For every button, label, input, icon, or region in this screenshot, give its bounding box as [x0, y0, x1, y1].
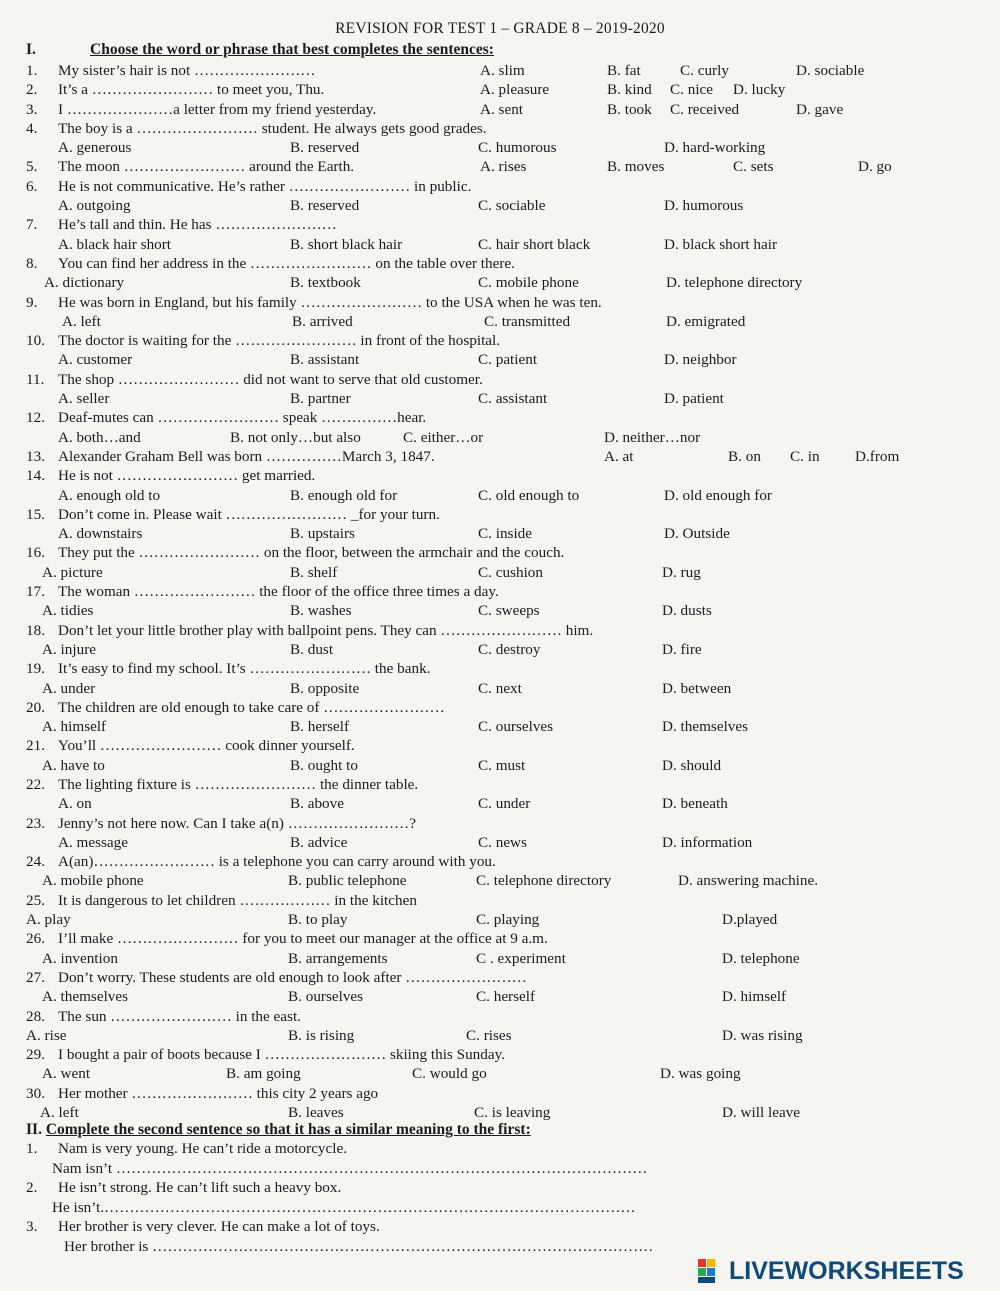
question-item	[0, 80, 1000, 99]
answer-options	[0, 235, 1000, 254]
answer-option-a[interactable]: A. mobile phone	[42, 872, 144, 890]
question-number: 27.	[26, 968, 45, 986]
answer-option-c[interactable]: C. sweeps	[478, 602, 540, 620]
answer-option-b[interactable]: B. ought to	[290, 756, 358, 774]
answer-option-a[interactable]: A. picture	[42, 563, 103, 581]
question-item	[0, 61, 1000, 80]
answer-option-a[interactable]: A. rise	[26, 1026, 67, 1044]
question-stem	[0, 968, 1000, 987]
answer-options	[0, 679, 1000, 698]
answer-option-a[interactable]: A. have to	[42, 756, 105, 774]
question-item	[0, 331, 1000, 370]
question-text: He is not …………………… get married.	[58, 467, 316, 485]
question-stem	[0, 408, 1000, 427]
answer-option-b[interactable]: B. fat	[607, 62, 641, 79]
question-number: 1.	[26, 62, 38, 79]
answer-options	[0, 563, 1000, 582]
item-number: 2.	[26, 1179, 38, 1196]
answer-option-b[interactable]: B. arrangements	[288, 949, 388, 967]
question-text: He was born in England, but his family …………………… to the USA when he was ten.	[58, 293, 602, 311]
answer-option-b[interactable]: B. moves	[607, 158, 665, 176]
answer-option-c[interactable]: C. inside	[478, 525, 533, 543]
answer-option-d[interactable]: D. neighbor	[664, 351, 737, 369]
question-item	[0, 177, 1000, 216]
answer-option-b[interactable]: B. opposite	[290, 679, 360, 697]
question-number: 15.	[26, 505, 45, 523]
question-text: Her mother …………………… this city 2 years ago	[58, 1084, 379, 1102]
question-text: You’ll …………………… cook dinner yourself.	[58, 737, 355, 755]
answer-options	[0, 871, 1000, 890]
answer-option-c[interactable]: C. sociable	[478, 197, 546, 215]
question-item	[0, 814, 1000, 853]
answer-options	[0, 312, 1000, 331]
question-stem	[0, 698, 1000, 717]
answer-option-c[interactable]: C. rises	[466, 1026, 512, 1044]
question-text: You can find her address in the …………………… on the table over there.	[58, 254, 515, 272]
answer-option-c[interactable]: C. nice	[670, 81, 714, 99]
question-stem	[0, 1084, 1000, 1103]
question-number: 24.	[26, 853, 45, 871]
answer-option-a[interactable]: A. himself	[42, 718, 107, 736]
question-number: 3.	[26, 100, 38, 118]
answer-option-d[interactable]: D. humorous	[664, 197, 744, 215]
answer-option-a[interactable]: A. at	[604, 447, 634, 465]
answer-option-d[interactable]: D. go	[858, 158, 892, 176]
answer-option-c[interactable]: C. curly	[680, 62, 729, 79]
answer-option-c[interactable]: C. humorous	[478, 139, 557, 157]
question-stem	[0, 177, 1000, 196]
answer-option-d[interactable]: D. sociable	[796, 62, 865, 79]
brand-name: LIVEWORKSHEETS	[729, 1256, 964, 1285]
answer-option-b[interactable]: B. dust	[290, 640, 334, 658]
question-text: Deaf-mutes can …………………… speak ……………hear.	[58, 409, 427, 427]
item-number: 1.	[26, 1140, 38, 1157]
question-item	[0, 119, 1000, 158]
answer-option-d[interactable]: D. lucky	[733, 81, 786, 99]
answer-option-d[interactable]: D. will leave	[722, 1104, 801, 1122]
answer-options	[0, 833, 1000, 852]
question-item	[0, 1084, 1000, 1123]
question-item	[0, 929, 1000, 968]
answer-option-c[interactable]: C. either…or	[403, 428, 484, 446]
question-number: 6.	[26, 177, 38, 195]
question-number: 2.	[26, 81, 38, 99]
question-text: It is dangerous to let children ……………… in the kitchen	[58, 891, 417, 909]
question-item	[0, 100, 1000, 119]
section-instruction: Complete the second sentence so that it has a similar meaning to the first:	[45, 1121, 531, 1138]
question-number: 19.	[26, 660, 45, 678]
question-stem	[0, 293, 1000, 312]
answer-option-c[interactable]: C. news	[478, 833, 527, 851]
brand-logo[interactable]	[697, 1254, 964, 1288]
answer-option-d[interactable]: D. should	[662, 756, 722, 774]
question-number: 20.	[26, 698, 45, 716]
section-number: II.	[26, 1121, 42, 1138]
answer-option-d[interactable]: D. beneath	[662, 795, 728, 813]
answer-option-b[interactable]: B. kind	[607, 81, 652, 99]
question-text: Don’t come in. Please wait …………………… _for your turn.	[58, 505, 440, 523]
section-number: I.	[26, 41, 36, 58]
question-item	[0, 215, 1000, 254]
question-number: 22.	[26, 775, 45, 793]
answer-option-c[interactable]: C. ourselves	[478, 718, 554, 736]
question-text: He’s tall and thin. He has ……………………	[58, 216, 337, 234]
answer-option-d[interactable]: D. fire	[662, 640, 702, 658]
answer-option-c[interactable]: C. patient	[478, 351, 538, 369]
answer-options	[0, 486, 1000, 505]
answer-option-d[interactable]: D. emigrated	[666, 312, 746, 330]
page-title: REVISION FOR TEST 1 – GRADE 8 – 2019-2020	[335, 20, 665, 37]
answer-options	[0, 949, 1000, 968]
answer-option-d[interactable]: D. themselves	[662, 718, 749, 736]
question-stem	[0, 1007, 1000, 1026]
answer-option-d[interactable]: D.played	[722, 911, 778, 929]
answer-option-b[interactable]: B. textbook	[290, 274, 361, 292]
answer-option-a[interactable]: A. sent	[480, 100, 524, 118]
question-item	[0, 1045, 1000, 1084]
question-stem	[0, 543, 1000, 562]
answer-line[interactable]: He isn’t.……………………………………………………………………………………………	[52, 1198, 636, 1216]
answer-options	[0, 987, 1000, 1006]
answer-option-d[interactable]: D. gave	[796, 100, 844, 118]
question-number: 4.	[26, 119, 38, 137]
question-stem	[0, 775, 1000, 794]
question-item	[0, 254, 1000, 293]
answer-option-d[interactable]: D. answering machine.	[678, 872, 819, 890]
answer-option-a[interactable]: A. went	[42, 1065, 91, 1083]
answer-option-a[interactable]: A. left	[62, 312, 101, 330]
answer-option-b[interactable]: B. on	[728, 447, 761, 465]
answer-option-b[interactable]: B. ourselves	[288, 988, 364, 1006]
original-sentence: He isn’t strong. He can’t lift such a heavy box.	[58, 1179, 342, 1196]
question-text: Jenny’s not here now. Can I take a(n) ……………………?	[58, 814, 416, 832]
answer-option-c[interactable]: C. assistant	[478, 390, 548, 408]
answer-option-b[interactable]: B. reserved	[290, 139, 360, 157]
answer-option-c[interactable]: C. telephone directory	[476, 872, 612, 890]
question-text: Don’t let your little brother play with ballpoint pens. They can …………………… him.	[58, 621, 594, 639]
question-text: The children are old enough to take care of ……………………	[58, 698, 445, 716]
answer-options	[0, 601, 1000, 620]
liveworksheets-logo-icon	[697, 1257, 725, 1285]
question-number: 30.	[26, 1084, 45, 1102]
answer-option-c[interactable]: C. is leaving	[474, 1104, 551, 1122]
answer-option-a[interactable]: A. black hair short	[58, 235, 172, 253]
answer-option-a[interactable]: A. dictionary	[44, 274, 125, 292]
answer-options	[0, 1103, 1000, 1122]
question-number: 5.	[26, 158, 38, 176]
answer-options	[0, 524, 1000, 543]
answer-option-c[interactable]: C. transmitted	[484, 312, 571, 330]
answer-options	[0, 910, 1000, 929]
section-2-heading	[26, 1121, 531, 1139]
answer-option-b[interactable]: B. upstairs	[290, 525, 355, 543]
item-number: 3.	[26, 1218, 38, 1235]
answer-options	[0, 756, 1000, 775]
question-stem	[0, 119, 1000, 138]
answer-option-b[interactable]: B. not only…but also	[230, 428, 361, 446]
question-item	[0, 659, 1000, 698]
answer-options	[0, 717, 1000, 736]
answer-options	[0, 428, 1000, 447]
question-stem	[0, 215, 1000, 234]
answer-options	[0, 1026, 1000, 1045]
question-number: 14.	[26, 467, 45, 485]
answer-option-a[interactable]: A. message	[58, 833, 129, 851]
answer-option-d[interactable]: D. was rising	[722, 1026, 803, 1044]
question-item	[0, 408, 1000, 447]
question-stem	[0, 1045, 1000, 1064]
question-number: 28.	[26, 1007, 45, 1025]
answer-option-a[interactable]: A. left	[40, 1104, 79, 1122]
question-item	[0, 1007, 1000, 1046]
answer-option-b[interactable]: B. partner	[290, 390, 351, 408]
question-item	[0, 968, 1000, 1007]
answer-option-b[interactable]: B. public telephone	[288, 872, 407, 890]
question-stem	[0, 621, 1000, 640]
answer-option-b[interactable]: B. arrived	[292, 312, 353, 330]
answer-option-d[interactable]: D. telephone directory	[666, 274, 803, 292]
answer-option-c[interactable]: C . experiment	[476, 949, 566, 967]
answer-option-a[interactable]: A. enough old to	[58, 486, 161, 504]
answer-options	[0, 1064, 1000, 1083]
answer-option-d[interactable]: D. black short hair	[664, 235, 778, 253]
answer-options	[0, 273, 1000, 292]
answer-option-b[interactable]: B. shelf	[290, 563, 338, 581]
answer-option-c[interactable]: C. hair short black	[478, 235, 591, 253]
question-text: He is not communicative. He’s rather …………………… in public.	[58, 177, 472, 195]
question-text: My sister’s hair is not ……………………	[58, 62, 316, 79]
question-text: The sun …………………… in the east.	[58, 1007, 301, 1025]
question-item	[0, 157, 1000, 176]
rewrite-list	[0, 1139, 1000, 1256]
question-text: It’s a …………………… to meet you, Thu.	[58, 81, 325, 99]
question-item	[0, 447, 1000, 466]
question-number: 11.	[26, 370, 45, 388]
question-stem	[0, 466, 1000, 485]
question-text: The shop …………………… did not want to serve that old customer.	[58, 370, 483, 388]
answer-option-b[interactable]: B. is rising	[288, 1026, 355, 1044]
question-number: 7.	[26, 216, 38, 234]
answer-option-b[interactable]: B. reserved	[290, 197, 360, 215]
answer-option-c[interactable]: C. next	[478, 679, 522, 697]
question-number: 12.	[26, 409, 45, 427]
answer-options	[0, 794, 1000, 813]
rewrite-item	[0, 1178, 1000, 1198]
answer-option-d[interactable]: D. telephone	[722, 949, 800, 967]
rewrite-item	[0, 1217, 1000, 1237]
answer-option-c[interactable]: C. in	[790, 447, 820, 465]
answer-option-d[interactable]: D. between	[662, 679, 732, 697]
question-stem	[0, 891, 1000, 910]
question-stem	[0, 929, 1000, 948]
answer-option-b[interactable]: B. took	[607, 100, 652, 118]
answer-option-b[interactable]: B. am going	[226, 1065, 301, 1083]
answer-option-d[interactable]: D. patient	[664, 390, 724, 408]
question-item	[0, 293, 1000, 332]
answer-option-d[interactable]: D. hard-working	[664, 139, 766, 157]
answer-option-a[interactable]: A. under	[42, 679, 96, 697]
answer-line[interactable]: Nam isn’t ……………………………………………………………………………………………	[52, 1159, 648, 1177]
question-number: 17.	[26, 583, 45, 601]
answer-option-a[interactable]: A. tidies	[42, 602, 94, 620]
answer-option-a[interactable]: A. injure	[42, 640, 96, 658]
answer-option-a[interactable]: A. slim	[480, 62, 525, 79]
question-text: I’ll make …………………… for you to meet our manager at the office at 9 a.m.	[58, 930, 548, 948]
question-stem	[0, 814, 1000, 833]
question-item	[0, 466, 1000, 505]
answer-line[interactable]: Her brother is ………………………………………………………………………………………	[64, 1237, 654, 1255]
section-1-heading	[26, 41, 494, 59]
question-item	[0, 543, 1000, 582]
question-number: 26.	[26, 930, 45, 948]
question-text: The boy is a …………………… student. He always gets good grades.	[58, 119, 487, 137]
question-number: 18.	[26, 621, 45, 639]
answer-options	[0, 350, 1000, 369]
answer-option-c[interactable]: C. under	[478, 795, 531, 813]
question-number: 8.	[26, 254, 38, 272]
answer-options	[0, 196, 1000, 215]
answer-option-c[interactable]: C. destroy	[478, 640, 541, 658]
answer-option-d[interactable]: D. was going	[660, 1065, 741, 1083]
answer-option-b[interactable]: B. above	[290, 795, 344, 813]
answer-option-c[interactable]: C. must	[478, 756, 526, 774]
question-number: 23.	[26, 814, 45, 832]
question-stem	[0, 582, 1000, 601]
answer-option-b[interactable]: B. leaves	[288, 1104, 344, 1122]
answer-option-a[interactable]: A. both…and	[58, 428, 141, 446]
answer-option-c[interactable]: C. mobile phone	[478, 274, 579, 292]
answer-option-d[interactable]: D. himself	[722, 988, 787, 1006]
answer-option-a[interactable]: A. downstairs	[58, 525, 143, 543]
answer-option-a[interactable]: A. pleasure	[480, 81, 550, 99]
answer-options	[0, 389, 1000, 408]
answer-options	[0, 138, 1000, 157]
question-list	[0, 61, 1000, 1122]
answer-option-c[interactable]: C. sets	[733, 158, 774, 176]
answer-option-d[interactable]: D. neither…nor	[604, 428, 701, 446]
question-number: 13.	[26, 447, 45, 465]
answer-option-c[interactable]: C. received	[670, 100, 740, 118]
answer-option-a[interactable]: A. outgoing	[58, 197, 131, 215]
answer-option-c[interactable]: C. playing	[476, 911, 540, 929]
question-item	[0, 698, 1000, 737]
answer-option-d[interactable]: D. Outside	[664, 525, 730, 543]
question-text: They put the …………………… on the floor, between the armchair and the couch.	[58, 544, 565, 562]
question-stem	[0, 505, 1000, 524]
answer-option-a[interactable]: A. on	[58, 795, 92, 813]
question-text: The woman …………………… the floor of the office three times a day.	[58, 583, 499, 601]
answer-options	[0, 640, 1000, 659]
question-number: 10.	[26, 332, 45, 350]
question-text: Don’t worry. These students are old enough to look after ……………………	[58, 968, 527, 986]
question-item	[0, 736, 1000, 775]
original-sentence: Nam is very young. He can’t ride a motorcycle.	[58, 1140, 348, 1157]
section-instruction: Choose the word or phrase that best completes the sentences:	[90, 41, 494, 58]
question-stem	[0, 100, 1000, 119]
question-stem	[0, 80, 1000, 99]
answer-option-a[interactable]: A. customer	[58, 351, 133, 369]
answer-option-d[interactable]: D. rug	[662, 563, 701, 581]
question-stem	[0, 331, 1000, 350]
question-item	[0, 891, 1000, 930]
question-text: I bought a pair of boots because I …………………… skiing this Sunday.	[58, 1046, 505, 1064]
question-stem	[0, 61, 1000, 80]
question-text: The moon …………………… around the Earth.	[58, 158, 355, 176]
question-item	[0, 582, 1000, 621]
question-stem	[0, 659, 1000, 678]
question-number: 16.	[26, 544, 45, 562]
answer-option-d[interactable]: D. dusts	[662, 602, 712, 620]
answer-option-b[interactable]: B. short black hair	[290, 235, 403, 253]
answer-option-c[interactable]: C. cushion	[478, 563, 543, 581]
answer-option-d[interactable]: D. information	[662, 833, 753, 851]
answer-option-c[interactable]: C. old enough to	[478, 486, 580, 504]
question-text: Alexander Graham Bell was born ……………March 3, 1847.	[58, 447, 435, 465]
question-number: 25.	[26, 891, 45, 909]
answer-option-d[interactable]: D. old enough for	[664, 486, 772, 504]
question-text: A(an)…………………… is a telephone you can carry around with you.	[58, 853, 496, 871]
question-text: It’s easy to find my school. It’s …………………… the bank.	[58, 660, 431, 678]
question-stem	[0, 852, 1000, 871]
question-text: The lighting fixture is …………………… the dinner table.	[58, 775, 419, 793]
question-number: 29.	[26, 1046, 45, 1064]
answer-option-c[interactable]: C. herself	[476, 988, 536, 1006]
answer-option-b[interactable]: B. enough old for	[290, 486, 398, 504]
answer-option-a[interactable]: A. play	[26, 911, 71, 929]
question-stem	[0, 736, 1000, 755]
question-stem	[0, 447, 1000, 466]
answer-option-c[interactable]: C. would go	[412, 1065, 487, 1083]
answer-option-a[interactable]: A. invention	[42, 949, 118, 967]
question-stem	[0, 370, 1000, 389]
question-item	[0, 505, 1000, 544]
answer-option-a[interactable]: A. generous	[58, 139, 132, 157]
question-number: 21.	[26, 737, 45, 755]
question-number: 9.	[26, 293, 38, 311]
answer-option-b[interactable]: B. to play	[288, 911, 348, 929]
answer-option-b[interactable]: B. assistant	[290, 351, 360, 369]
question-item	[0, 775, 1000, 814]
answer-option-d[interactable]: D.from	[855, 447, 900, 465]
answer-option-a[interactable]: A. themselves	[42, 988, 129, 1006]
answer-option-a[interactable]: A. seller	[58, 390, 110, 408]
question-text: The doctor is waiting for the …………………… in front of the hospital.	[58, 332, 501, 350]
rewrite-item	[0, 1139, 1000, 1159]
question-text: I …………………a letter from my friend yesterday.	[58, 100, 377, 118]
answer-option-b[interactable]: B. herself	[290, 718, 350, 736]
answer-option-b[interactable]: B. washes	[290, 602, 352, 620]
question-stem	[0, 157, 1000, 176]
answer-option-a[interactable]: A. rises	[480, 158, 527, 176]
original-sentence: Her brother is very clever. He can make a lot of toys.	[58, 1218, 380, 1235]
question-stem	[0, 254, 1000, 273]
answer-option-b[interactable]: B. advice	[290, 833, 348, 851]
question-item	[0, 852, 1000, 891]
question-item	[0, 370, 1000, 409]
question-item	[0, 621, 1000, 660]
